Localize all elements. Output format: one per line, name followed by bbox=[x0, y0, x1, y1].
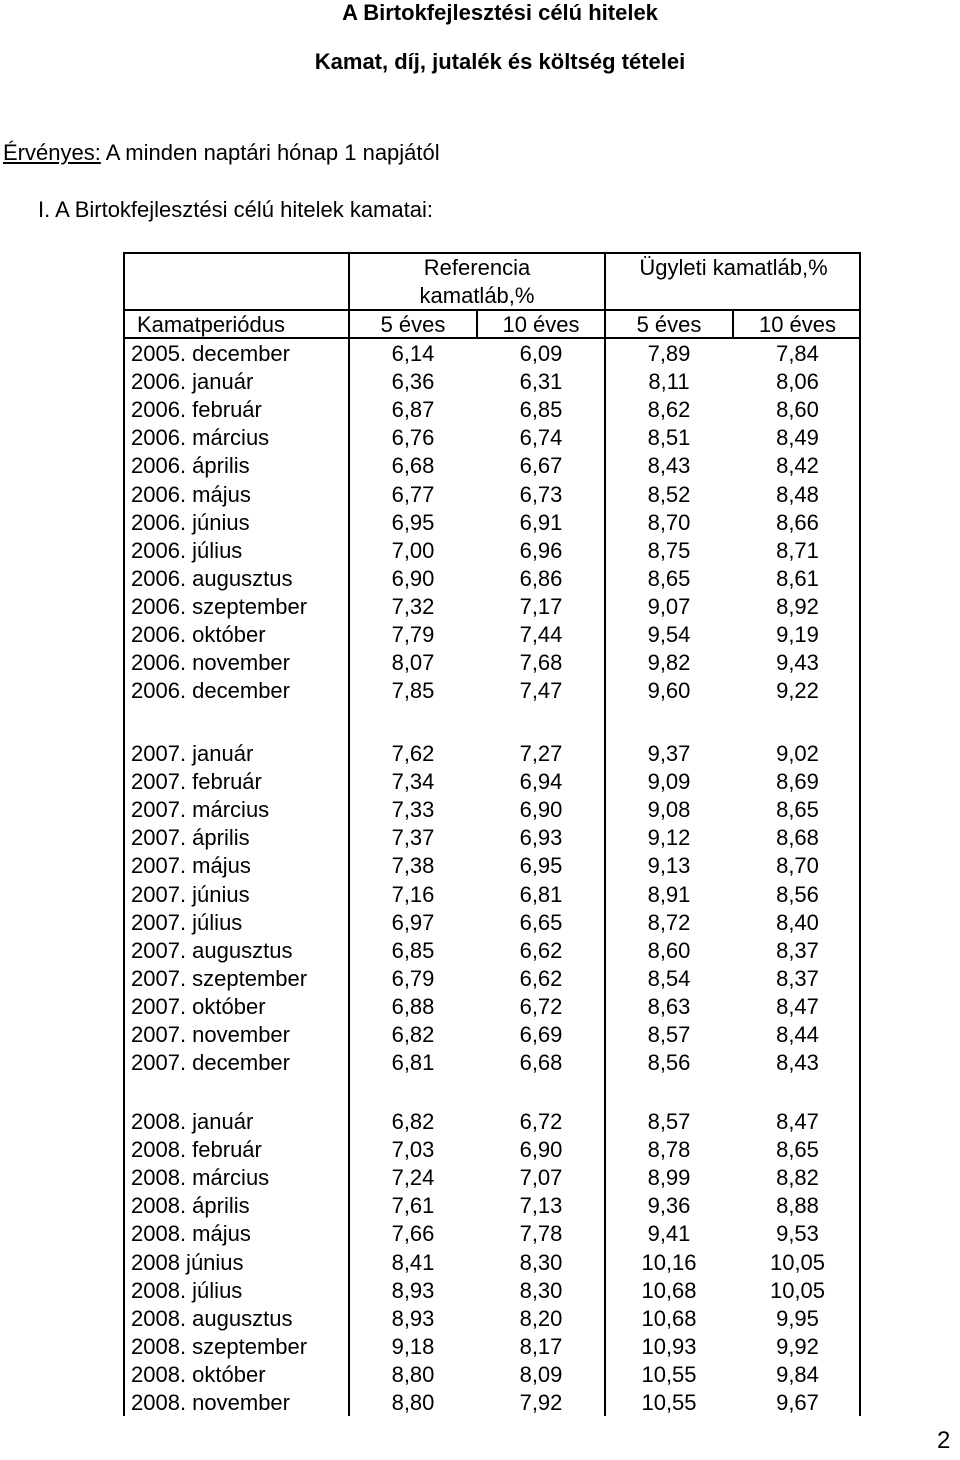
row-ref-10-year: 6,93 bbox=[519, 825, 563, 851]
row-ref-5-year: 8,93 bbox=[391, 1277, 435, 1303]
row-period: 2005. december bbox=[131, 341, 290, 366]
row-period: 2008. február bbox=[131, 1137, 262, 1163]
validity-line bbox=[3, 140, 440, 166]
row-ref-10-year: 6,73 bbox=[519, 481, 563, 507]
row-deal-5-year: 8,54 bbox=[647, 965, 691, 991]
row-ref-5-year: 7,32 bbox=[391, 593, 435, 619]
page-number: 2 bbox=[937, 1427, 951, 1454]
validity-text: A minden naptári hónap 1 napjától bbox=[100, 140, 440, 165]
row-period: 2008. szeptember bbox=[131, 1333, 308, 1359]
row-ref-10-year: 6,69 bbox=[519, 1022, 563, 1047]
row-ref-5-year: 7,16 bbox=[391, 881, 435, 907]
row-ref-10-year: 6,62 bbox=[519, 965, 563, 991]
row-ref-10-year: 6,68 bbox=[519, 1050, 563, 1076]
header-ref-10-year: 10 éves bbox=[502, 312, 580, 337]
row-ref-5-year: 9,18 bbox=[391, 1333, 435, 1359]
header-deal-5-year: 5 éves bbox=[636, 312, 702, 337]
row-ref-10-year: 7,78 bbox=[519, 1221, 563, 1247]
row-period: 2007. január bbox=[131, 741, 254, 766]
row-period: 2006. augusztus bbox=[131, 565, 293, 591]
row-ref-5-year: 8,07 bbox=[391, 650, 435, 676]
row-deal-10-year: 9,19 bbox=[776, 622, 819, 647]
row-deal-5-year: 8,72 bbox=[647, 909, 691, 935]
row-deal-5-year: 8,99 bbox=[647, 1165, 691, 1191]
row-deal-5-year: 8,11 bbox=[648, 369, 690, 395]
header-ref-5-year: 5 éves bbox=[380, 312, 446, 337]
row-ref-10-year: 6,67 bbox=[519, 453, 563, 479]
row-deal-10-year: 8,69 bbox=[776, 769, 819, 795]
row-deal-5-year: 8,63 bbox=[647, 993, 691, 1019]
row-period: 2006. október bbox=[131, 622, 266, 647]
row-deal-5-year: 8,57 bbox=[647, 1109, 691, 1134]
row-ref-5-year: 7,66 bbox=[391, 1221, 435, 1247]
row-ref-5-year: 6,79 bbox=[391, 965, 435, 991]
row-deal-10-year: 8,56 bbox=[776, 881, 819, 907]
row-deal-5-year: 9,08 bbox=[647, 797, 691, 823]
row-deal-5-year: 10,68 bbox=[641, 1277, 697, 1303]
row-ref-10-year: 6,09 bbox=[519, 341, 563, 366]
row-deal-5-year: 8,62 bbox=[647, 397, 691, 423]
row-ref-10-year: 6,62 bbox=[519, 937, 563, 963]
row-deal-5-year: 9,54 bbox=[647, 622, 691, 647]
row-deal-5-year: 8,56 bbox=[647, 1050, 691, 1076]
row-deal-5-year: 8,52 bbox=[647, 481, 691, 507]
row-period: 2007. február bbox=[131, 769, 262, 795]
row-ref-10-year: 7,92 bbox=[519, 1390, 563, 1415]
row-deal-10-year: 9,95 bbox=[776, 1305, 819, 1331]
row-period: 2006. szeptember bbox=[131, 593, 308, 619]
row-ref-10-year: 6,86 bbox=[519, 565, 563, 591]
row-deal-5-year: 9,82 bbox=[647, 650, 691, 676]
row-ref-5-year: 7,33 bbox=[391, 797, 435, 823]
row-deal-10-year: 8,42 bbox=[776, 453, 819, 479]
row-ref-5-year: 8,80 bbox=[391, 1361, 435, 1387]
row-ref-5-year: 6,82 bbox=[391, 1109, 435, 1134]
row-deal-10-year: 8,82 bbox=[776, 1165, 819, 1191]
row-deal-10-year: 8,60 bbox=[776, 397, 819, 423]
row-ref-5-year: 6,14 bbox=[391, 341, 435, 366]
row-ref-10-year: 6,96 bbox=[519, 537, 563, 563]
row-deal-5-year: 8,51 bbox=[647, 425, 691, 451]
row-deal-10-year: 8,06 bbox=[776, 369, 819, 395]
row-period: 2006. december bbox=[131, 678, 290, 704]
row-deal-5-year: 10,93 bbox=[641, 1333, 697, 1359]
row-ref-5-year: 6,77 bbox=[391, 481, 435, 507]
row-ref-10-year: 6,72 bbox=[519, 993, 563, 1019]
row-deal-10-year: 9,67 bbox=[776, 1390, 819, 1415]
row-ref-10-year: 8,20 bbox=[519, 1305, 563, 1331]
row-ref-10-year: 6,91 bbox=[519, 509, 563, 535]
row-deal-5-year: 7,89 bbox=[647, 341, 691, 366]
row-ref-10-year: 7,17 bbox=[519, 593, 563, 619]
row-deal-5-year: 8,91 bbox=[647, 881, 691, 907]
row-ref-5-year: 6,88 bbox=[391, 993, 435, 1019]
row-period: 2006. november bbox=[131, 650, 290, 676]
row-deal-5-year: 8,60 bbox=[647, 937, 691, 963]
row-deal-10-year: 9,84 bbox=[776, 1361, 819, 1387]
row-period: 2006. február bbox=[131, 397, 262, 423]
row-deal-10-year: 9,22 bbox=[776, 678, 819, 704]
row-period: 2006. március bbox=[131, 425, 270, 451]
row-deal-5-year: 8,65 bbox=[647, 565, 691, 591]
row-deal-10-year: 8,68 bbox=[776, 825, 819, 851]
row-ref-10-year: 7,07 bbox=[519, 1165, 563, 1191]
row-period: 2008 június bbox=[131, 1249, 244, 1275]
row-ref-10-year: 6,94 bbox=[519, 769, 563, 795]
row-period: 2008. január bbox=[131, 1109, 254, 1134]
row-ref-10-year: 8,09 bbox=[519, 1361, 563, 1387]
header-reference-rate: Referencia kamatláb,% bbox=[419, 255, 535, 308]
row-deal-10-year: 8,37 bbox=[776, 965, 819, 991]
row-ref-10-year: 6,74 bbox=[519, 425, 563, 451]
table-border-left bbox=[123, 252, 125, 1416]
row-ref-10-year: 6,81 bbox=[519, 881, 563, 907]
row-deal-5-year: 9,36 bbox=[647, 1193, 691, 1219]
row-ref-10-year: 8,17 bbox=[519, 1333, 563, 1359]
row-deal-10-year: 9,02 bbox=[776, 741, 819, 766]
row-deal-10-year: 10,05 bbox=[769, 1249, 826, 1275]
row-deal-5-year: 9,09 bbox=[647, 769, 691, 795]
row-ref-10-year: 7,44 bbox=[519, 622, 563, 647]
row-deal-5-year: 8,78 bbox=[647, 1137, 691, 1163]
row-deal-10-year: 8,65 bbox=[776, 797, 819, 823]
row-deal-10-year: 9,92 bbox=[776, 1333, 819, 1359]
row-ref-10-year: 6,31 bbox=[519, 369, 563, 395]
row-deal-10-year: 7,84 bbox=[776, 341, 819, 366]
row-deal-10-year: 8,48 bbox=[776, 481, 819, 507]
row-ref-5-year: 6,95 bbox=[391, 509, 435, 535]
row-period: 2006. április bbox=[131, 453, 250, 479]
row-period: 2008. május bbox=[131, 1221, 251, 1247]
row-period: 2007. március bbox=[131, 797, 270, 823]
row-period: 2006. január bbox=[131, 369, 254, 395]
row-period: 2006. június bbox=[131, 509, 250, 535]
row-ref-5-year: 7,37 bbox=[391, 825, 435, 851]
validity-label: Érvényes: bbox=[3, 140, 101, 165]
row-period: 2007. május bbox=[131, 853, 251, 879]
row-deal-10-year: 8,61 bbox=[776, 565, 819, 591]
row-deal-10-year: 8,92 bbox=[776, 593, 819, 619]
header-deal-10-year: 10 éves bbox=[758, 312, 837, 337]
row-ref-10-year: 6,85 bbox=[519, 397, 563, 423]
row-period: 2007. június bbox=[131, 881, 250, 907]
row-period: 2006. május bbox=[131, 481, 251, 507]
row-period: 2008. augusztus bbox=[131, 1305, 293, 1331]
row-period: 2008. március bbox=[131, 1165, 270, 1191]
row-ref-5-year: 8,93 bbox=[391, 1305, 435, 1331]
row-period: 2007. november bbox=[131, 1022, 290, 1047]
row-deal-10-year: 8,43 bbox=[776, 1050, 819, 1076]
document-title: A Birtokfejlesztési célú hitelek bbox=[342, 0, 658, 25]
row-ref-5-year: 6,36 bbox=[391, 369, 435, 395]
row-deal-5-year: 9,41 bbox=[647, 1221, 691, 1247]
row-ref-10-year: 7,27 bbox=[519, 741, 563, 766]
row-ref-5-year: 6,68 bbox=[391, 453, 435, 479]
row-deal-5-year: 9,37 bbox=[647, 741, 691, 766]
row-deal-10-year: 8,47 bbox=[776, 1109, 819, 1134]
row-deal-5-year: 8,57 bbox=[647, 1022, 691, 1047]
row-deal-10-year: 8,65 bbox=[776, 1137, 819, 1163]
row-period: 2008. november bbox=[131, 1390, 290, 1415]
row-deal-5-year: 8,70 bbox=[647, 509, 691, 535]
row-ref-5-year: 6,87 bbox=[391, 397, 435, 423]
row-deal-5-year: 10,55 bbox=[641, 1361, 697, 1387]
row-deal-10-year: 9,53 bbox=[776, 1221, 819, 1247]
row-ref-10-year: 7,47 bbox=[519, 678, 563, 704]
row-ref-10-year: 6,72 bbox=[519, 1109, 563, 1134]
row-ref-10-year: 6,65 bbox=[519, 909, 563, 935]
row-deal-10-year: 8,49 bbox=[776, 425, 819, 451]
row-deal-5-year: 9,12 bbox=[647, 825, 691, 851]
row-deal-10-year: 8,71 bbox=[776, 537, 819, 563]
row-ref-5-year: 7,79 bbox=[391, 622, 435, 647]
row-period: 2007. szeptember bbox=[131, 965, 308, 991]
row-period: 2007. augusztus bbox=[131, 937, 293, 963]
row-deal-10-year: 8,44 bbox=[776, 1022, 819, 1047]
row-ref-5-year: 6,85 bbox=[391, 937, 435, 963]
row-ref-10-year: 8,30 bbox=[519, 1249, 563, 1275]
row-deal-10-year: 9,43 bbox=[776, 650, 819, 676]
document-subtitle: Kamat, díj, jutalék és költség tételei bbox=[314, 49, 686, 74]
row-deal-5-year: 10,68 bbox=[641, 1305, 697, 1331]
row-period: 2008. július bbox=[131, 1277, 243, 1303]
header-deal-rate: Ügyleti kamatláb,% bbox=[639, 255, 828, 280]
row-deal-10-year: 10,05 bbox=[769, 1277, 826, 1303]
row-ref-5-year: 6,90 bbox=[391, 565, 435, 591]
interest-rate-table bbox=[123, 252, 861, 1416]
header-period: Kamatperiódus bbox=[137, 312, 285, 337]
row-ref-10-year: 6,95 bbox=[519, 853, 563, 879]
row-ref-5-year: 7,85 bbox=[391, 678, 435, 704]
row-ref-5-year: 7,34 bbox=[391, 769, 435, 795]
row-ref-5-year: 6,82 bbox=[391, 1022, 435, 1047]
row-deal-5-year: 10,55 bbox=[641, 1390, 697, 1415]
row-deal-5-year: 9,07 bbox=[647, 593, 691, 619]
row-deal-10-year: 8,37 bbox=[776, 937, 819, 963]
row-ref-5-year: 6,81 bbox=[391, 1050, 435, 1076]
row-ref-5-year: 7,03 bbox=[391, 1137, 435, 1163]
row-period: 2007. október bbox=[131, 993, 266, 1019]
row-period: 2008. október bbox=[131, 1361, 266, 1387]
row-ref-5-year: 7,00 bbox=[391, 537, 435, 563]
row-deal-10-year: 8,47 bbox=[776, 993, 819, 1019]
row-ref-5-year: 7,38 bbox=[391, 853, 435, 879]
row-ref-5-year: 6,97 bbox=[391, 909, 435, 935]
row-ref-10-year: 6,90 bbox=[519, 1137, 563, 1163]
row-deal-10-year: 8,70 bbox=[776, 853, 819, 879]
row-deal-5-year: 8,75 bbox=[647, 537, 691, 563]
row-ref-5-year: 7,24 bbox=[391, 1165, 435, 1191]
row-period: 2007. július bbox=[131, 909, 243, 935]
row-ref-10-year: 6,90 bbox=[519, 797, 563, 823]
row-ref-10-year: 7,68 bbox=[519, 650, 563, 676]
section-heading: I. A Birtokfejlesztési célú hitelek kamatai: bbox=[38, 197, 433, 222]
row-deal-10-year: 8,88 bbox=[776, 1193, 819, 1219]
row-deal-10-year: 8,40 bbox=[776, 909, 819, 935]
row-period: 2007. április bbox=[131, 825, 250, 851]
row-ref-10-year: 8,30 bbox=[519, 1277, 563, 1303]
row-deal-10-year: 8,66 bbox=[776, 509, 819, 535]
row-deal-5-year: 10,16 bbox=[641, 1249, 697, 1275]
row-ref-5-year: 8,41 bbox=[391, 1249, 435, 1275]
row-deal-5-year: 9,60 bbox=[647, 678, 691, 704]
row-period: 2006. július bbox=[131, 537, 243, 563]
row-ref-5-year: 7,62 bbox=[391, 741, 435, 766]
row-period: 2008. április bbox=[131, 1193, 250, 1219]
row-ref-5-year: 8,80 bbox=[391, 1390, 435, 1415]
row-deal-5-year: 8,43 bbox=[647, 453, 691, 479]
row-deal-5-year: 9,13 bbox=[647, 853, 691, 879]
row-period: 2007. december bbox=[131, 1050, 290, 1076]
row-ref-10-year: 7,13 bbox=[519, 1193, 563, 1219]
row-ref-5-year: 6,76 bbox=[391, 425, 435, 451]
row-ref-5-year: 7,61 bbox=[391, 1193, 435, 1219]
